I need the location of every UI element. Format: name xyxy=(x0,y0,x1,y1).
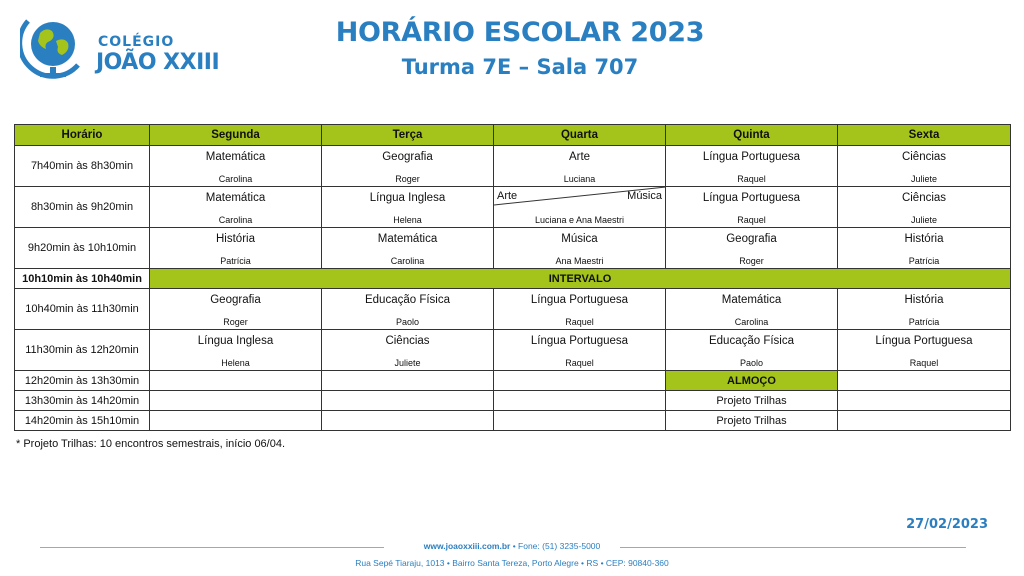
teacher: Luciana e Ana Maestri xyxy=(534,215,625,225)
schedule-cell xyxy=(322,146,494,187)
subject: Língua Portuguesa xyxy=(702,192,801,204)
project-cell: Projeto Trilhas xyxy=(666,411,838,431)
logo-line2: JOÃO XXIII xyxy=(96,50,220,75)
schedule-cell xyxy=(150,187,322,228)
table-row xyxy=(15,146,1011,187)
subject: Matemática xyxy=(377,233,438,245)
split-schedule-cell xyxy=(494,187,666,228)
subject: Geografia xyxy=(382,151,433,163)
subject-right: Música xyxy=(627,190,662,202)
table-row xyxy=(15,228,1011,269)
table-row xyxy=(15,391,1011,411)
time-cell: 7h40min às 8h30min xyxy=(15,146,150,187)
schedule-cell xyxy=(322,289,494,330)
schedule-cell xyxy=(838,289,1011,330)
footer-contact xyxy=(0,541,1024,551)
subject: Geografia xyxy=(726,233,777,245)
time-cell: 9h20min às 10h10min xyxy=(15,228,150,269)
teacher: Patrícia xyxy=(908,317,940,327)
table-row xyxy=(15,187,1011,228)
break-row xyxy=(15,269,1011,289)
teacher: Raquel xyxy=(565,317,594,327)
teacher: Juliete xyxy=(910,174,937,184)
subject: Língua Portuguesa xyxy=(875,335,973,347)
subject: Língua Portuguesa xyxy=(530,335,629,347)
schedule-cell xyxy=(666,289,838,330)
schedule-cell xyxy=(494,330,666,371)
teacher: Juliete xyxy=(394,358,421,368)
teacher: Patrícia xyxy=(908,256,940,266)
subject: Música xyxy=(561,233,598,245)
teacher: Carolina xyxy=(390,256,425,266)
schedule-cell xyxy=(494,228,666,269)
school-logo xyxy=(20,13,220,79)
table-row xyxy=(15,330,1011,371)
subject: Língua Inglesa xyxy=(369,192,446,204)
subject: História xyxy=(904,294,944,306)
subject: Geografia xyxy=(210,294,261,306)
subject: História xyxy=(216,233,255,245)
teacher: Raquel xyxy=(737,215,766,225)
schedule-cell xyxy=(150,146,322,187)
table-row xyxy=(15,411,1011,431)
schedule-cell xyxy=(838,146,1011,187)
empty-cell xyxy=(494,391,666,411)
teacher: Roger xyxy=(739,256,764,266)
subject: Ciências xyxy=(901,192,947,204)
footnote: * Projeto Trilhas: 10 encontros semestrais, início 06/04. xyxy=(16,438,286,450)
schedule-cell xyxy=(322,330,494,371)
schedule-cell xyxy=(150,289,322,330)
empty-cell xyxy=(838,371,1011,391)
subject: História xyxy=(904,233,944,245)
page-title: HORÁRIO ESCOLAR 2023 xyxy=(335,17,705,48)
empty-cell xyxy=(838,411,1011,431)
time-cell: 8h30min às 9h20min xyxy=(15,187,150,228)
subject: Língua Portuguesa xyxy=(530,294,629,306)
logo-line1: COLÉGIO xyxy=(98,34,175,50)
footer-address: Rua Sepé Tiaraju, 1013 • Bairro Santa Tereza, Porto Alegre • RS • CEP: 90840-360 xyxy=(355,558,669,568)
schedule-cell xyxy=(838,330,1011,371)
subject: Arte xyxy=(568,151,591,163)
footer-phone: • Fone: (51) 3235-5000 xyxy=(510,541,601,551)
subject: Educação Física xyxy=(708,335,794,347)
subject: Língua Portuguesa xyxy=(702,151,801,163)
empty-cell xyxy=(322,411,494,431)
header-quinta: Quinta xyxy=(666,125,838,146)
project-cell: Projeto Trilhas xyxy=(666,391,838,411)
footer-website[interactable]: www.joaoxxiii.com.br xyxy=(423,541,511,551)
page-subtitle: Turma 7E – Sala 707 xyxy=(401,55,639,79)
break-label: INTERVALO xyxy=(150,269,1011,289)
subject: Língua Inglesa xyxy=(197,335,274,347)
teacher: Patrícia xyxy=(220,256,251,266)
teacher: Raquel xyxy=(909,358,939,368)
table-header-row xyxy=(15,125,1011,146)
schedule-cell xyxy=(322,228,494,269)
teacher: Paolo xyxy=(395,317,420,327)
time-cell: 11h30min às 12h20min xyxy=(15,330,150,371)
subject: Matemática xyxy=(205,151,266,163)
empty-cell xyxy=(838,391,1011,411)
subject: Ciências xyxy=(901,151,947,163)
teacher: Luciana xyxy=(563,174,596,184)
globe-icon xyxy=(20,13,94,79)
header-sexta: Sexta xyxy=(838,125,1011,146)
teacher: Ana Maestri xyxy=(555,256,604,266)
schedule-cell xyxy=(666,146,838,187)
header-quarta: Quarta xyxy=(494,125,666,146)
schedule-cell xyxy=(150,228,322,269)
schedule-cell xyxy=(838,228,1011,269)
schedule-cell xyxy=(322,187,494,228)
teacher: Juliete xyxy=(910,215,937,225)
teacher: Helena xyxy=(393,215,422,225)
teacher: Helena xyxy=(221,358,250,368)
lunch-cell: ALMOÇO xyxy=(666,371,838,391)
empty-cell xyxy=(150,371,322,391)
table-row xyxy=(15,371,1011,391)
schedule-cell xyxy=(666,187,838,228)
header-terca: Terça xyxy=(322,125,494,146)
time-cell: 10h10min às 10h40min xyxy=(15,269,150,289)
time-cell: 13h30min às 14h20min xyxy=(15,391,150,411)
teacher: Paolo xyxy=(739,358,764,368)
teacher: Roger xyxy=(223,317,248,327)
teacher: Raquel xyxy=(737,174,766,184)
teacher: Raquel xyxy=(565,358,594,368)
teacher: Carolina xyxy=(218,215,253,225)
time-cell: 14h20min às 15h10min xyxy=(15,411,150,431)
document-date: 27/02/2023 xyxy=(906,517,988,532)
time-cell: 10h40min às 11h30min xyxy=(15,289,150,330)
schedule-cell xyxy=(494,289,666,330)
header-segunda: Segunda xyxy=(150,125,322,146)
subject-left: Arte xyxy=(497,190,518,202)
schedule-cell xyxy=(494,146,666,187)
teacher: Carolina xyxy=(218,174,253,184)
subject: Ciências xyxy=(385,335,430,347)
teacher: Roger xyxy=(395,174,420,184)
empty-cell xyxy=(150,391,322,411)
table-row xyxy=(15,289,1011,330)
subject: Matemática xyxy=(721,294,782,306)
subject: Educação Física xyxy=(364,294,450,306)
empty-cell xyxy=(150,411,322,431)
schedule-cell xyxy=(838,187,1011,228)
schedule-table xyxy=(14,124,1011,431)
empty-cell xyxy=(494,371,666,391)
time-cell: 12h20min às 13h30min xyxy=(15,371,150,391)
schedule-cell xyxy=(150,330,322,371)
teacher: Carolina xyxy=(734,317,769,327)
schedule-cell xyxy=(666,228,838,269)
subject: Matemática xyxy=(205,192,266,204)
schedule-cell xyxy=(666,330,838,371)
empty-cell xyxy=(322,391,494,411)
empty-cell xyxy=(322,371,494,391)
empty-cell xyxy=(494,411,666,431)
header-horario: Horário xyxy=(15,125,150,146)
